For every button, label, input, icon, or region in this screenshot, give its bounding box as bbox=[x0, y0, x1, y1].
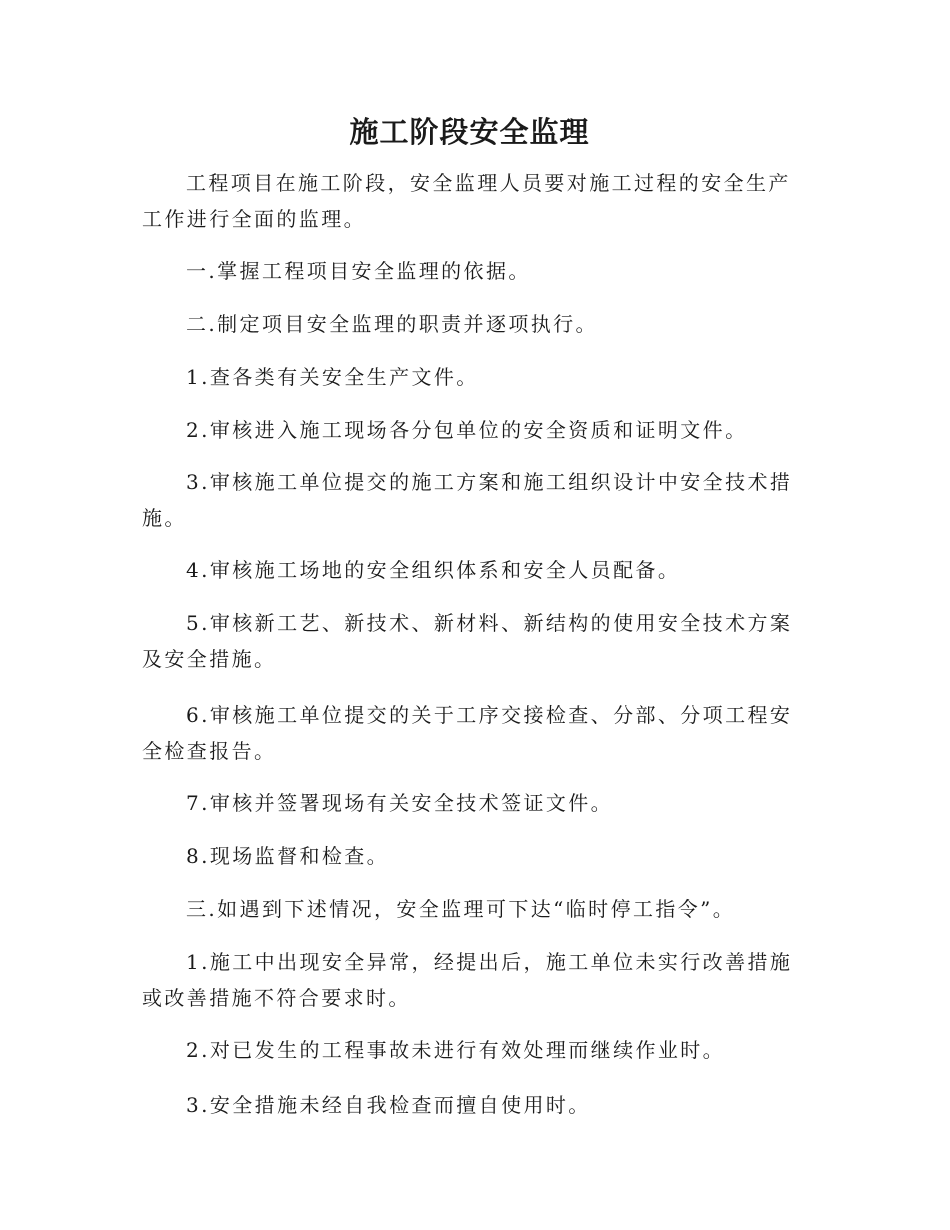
paragraph-section-3: 三.如遇到下述情况，安全监理可下达“临时停工指令”。 bbox=[186, 897, 736, 921]
paragraph-item-1: 1.查各类有关安全生产文件。 bbox=[186, 365, 479, 389]
paragraph-intro: 工程项目在施工阶段，安全监理人员要对施工过程的安全生产工作进行全面的监理。 bbox=[142, 171, 791, 231]
paragraph-item-7: 7.审核并签署现场有关安全技术签证文件。 bbox=[186, 791, 614, 815]
paragraph-item-4: 4.审核施工场地的安全组织体系和安全人员配备。 bbox=[186, 558, 681, 582]
paragraph-section-2: 二.制定项目安全监理的职责并逐项执行。 bbox=[186, 312, 598, 336]
paragraph-item-3: 3.审核施工单位提交的施工方案和施工组织设计中安全技术措施。 bbox=[142, 470, 793, 530]
paragraph-section-1: 一.掌握工程项目安全监理的依据。 bbox=[186, 259, 531, 283]
paragraph-stop-item-3: 3.安全措施未经自我检查而擅自使用时。 bbox=[186, 1093, 591, 1117]
paragraph-stop-item-2: 2.对已发生的工程事故未进行有效处理而继续作业时。 bbox=[186, 1038, 726, 1062]
paragraph-item-5: 5.审核新工艺、新技术、新材料、新结构的使用安全技术方案及安全措施。 bbox=[142, 611, 793, 671]
paragraph-item-2: 2.审核进入施工现场各分包单位的安全资质和证明文件。 bbox=[186, 418, 748, 442]
document-title: 施工阶段安全监理 bbox=[349, 115, 590, 149]
paragraph-item-6: 6.审核施工单位提交的关于工序交接检查、分部、分项工程安全检查报告。 bbox=[142, 703, 793, 763]
paragraph-item-8: 8.现场监督和检查。 bbox=[186, 844, 390, 868]
paragraph-stop-item-1: 1.施工中出现安全异常，经提出后，施工单位未实行改善措施或改善措施不符合要求时。 bbox=[142, 950, 793, 1010]
